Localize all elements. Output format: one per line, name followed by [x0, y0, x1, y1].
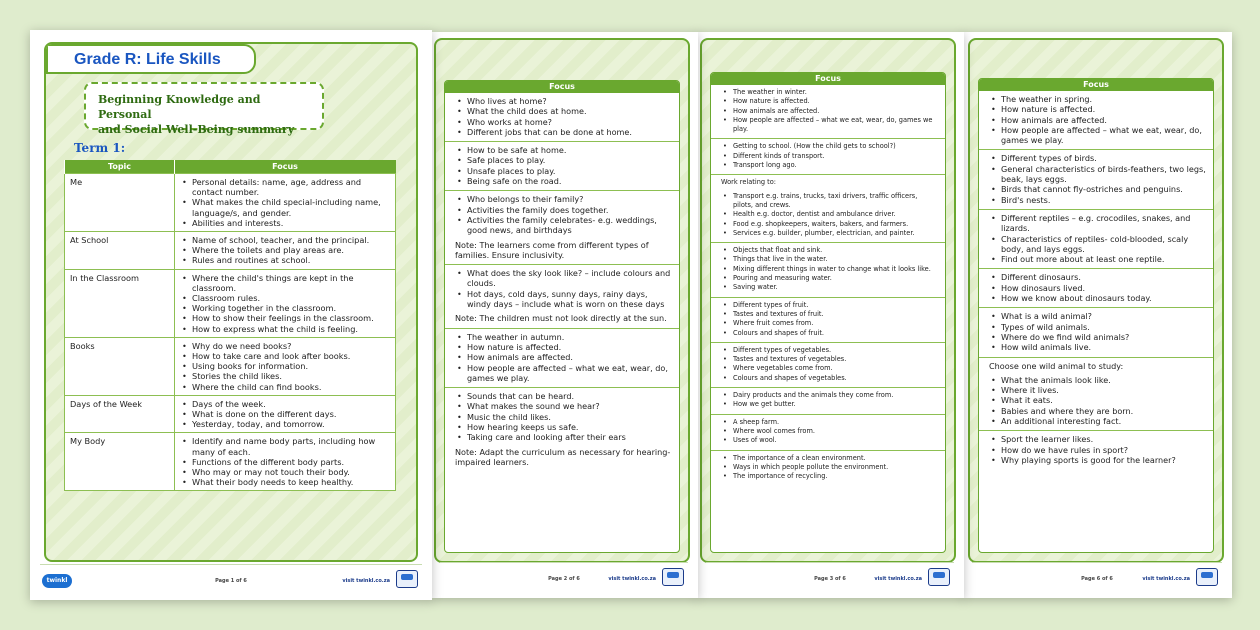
focus-cell — [175, 395, 396, 433]
focus-list — [180, 341, 391, 392]
focus-list — [455, 96, 673, 137]
focus-list — [180, 273, 391, 334]
badge-icon — [662, 568, 684, 586]
page-footer — [430, 562, 698, 598]
focus-section — [711, 298, 945, 343]
focus-section — [711, 343, 945, 388]
list-item: • How people are affected – what we eat, wear, do, games we play. — [721, 116, 939, 135]
section-note: Note: The learners come from different types of families. Ensure inclusivity. — [455, 239, 649, 260]
focus-header: Focus — [711, 73, 945, 85]
page-1-frame — [44, 42, 418, 562]
page-4-frame — [968, 38, 1224, 563]
focus-list — [721, 391, 939, 410]
list-item: • Activities the family celebrates- e.g. weddings, good news, and birthdays — [455, 215, 673, 236]
list-item: • Stories the child likes. — [180, 371, 391, 381]
list-item: • Objects that float and sink. — [721, 246, 939, 255]
focus-list — [721, 454, 939, 482]
topic-cell: Books — [65, 337, 175, 395]
list-item: • The weather in spring. — [989, 94, 1207, 104]
list-item: • Tastes and textures of fruit. — [721, 310, 939, 319]
focus-cell — [175, 232, 396, 270]
footer-url[interactable]: visit twinkl.co.za — [1142, 576, 1190, 582]
list-item: • Mixing different things in water to change what it looks like. — [721, 265, 939, 274]
list-item: • Sounds that can be heard. — [455, 391, 673, 401]
list-item: • How animals are affected. — [989, 115, 1207, 125]
list-item: • How to express what the child is feeling. — [180, 324, 391, 334]
list-item: • Where the child's things are kept in the classroom. — [180, 273, 391, 293]
focus-list — [180, 399, 391, 430]
focus-list — [180, 436, 391, 487]
focus-cell — [175, 337, 396, 395]
focus-list — [989, 311, 1207, 352]
focus-header: Focus — [979, 79, 1213, 91]
list-item: • Who belongs to their family? — [455, 194, 673, 204]
page-3 — [696, 32, 964, 598]
focus-list — [721, 88, 939, 134]
focus-section — [979, 358, 1213, 432]
subtitle-line-2: and Social Well-Being summary — [98, 123, 295, 136]
table-row — [65, 269, 396, 337]
focus-section — [711, 139, 945, 175]
topic-cell: At School — [65, 232, 175, 270]
page-subtitle — [84, 82, 324, 136]
list-item: • General characteristics of birds-feathers, two legs, beak, lays eggs. — [989, 164, 1207, 185]
section-note: Note: The children must not look directly at the sun. — [455, 313, 667, 324]
focus-card — [978, 78, 1214, 553]
focus-section — [711, 415, 945, 451]
focus-list — [989, 153, 1207, 204]
topic-cell: In the Classroom — [65, 269, 175, 337]
focus-list — [455, 332, 673, 383]
focus-list — [989, 213, 1207, 264]
list-item: • Saving water. — [721, 283, 939, 292]
topic-cell: Days of the Week — [65, 395, 175, 433]
focus-header: Focus — [445, 81, 679, 93]
list-item: • Services e.g. builder, plumber, electrician, and painter. — [721, 229, 939, 238]
focus-section — [979, 91, 1213, 150]
list-item: • An additional interesting fact. — [989, 416, 1207, 426]
list-item: • Different reptiles – e.g. crocodiles, snakes, and lizards. — [989, 213, 1207, 234]
section-intro: Work relating to: — [721, 178, 777, 187]
topics-table — [64, 160, 396, 491]
column-header-topic: Topic — [65, 161, 175, 174]
list-item: • Why do we need books? — [180, 341, 391, 351]
column-header-focus: Focus — [175, 161, 396, 174]
list-item: • What it eats. — [989, 395, 1207, 405]
focus-list — [455, 268, 673, 309]
focus-section — [711, 85, 945, 139]
focus-section — [979, 150, 1213, 209]
list-item: • How animals are affected. — [455, 352, 673, 362]
focus-card — [444, 80, 680, 553]
list-item: • Safe places to play. — [455, 155, 673, 165]
page-number: Page 2 of 6 — [548, 576, 580, 582]
list-item: • How we get butter. — [721, 400, 939, 409]
focus-list — [455, 391, 673, 442]
list-item: • Who lives at home? — [455, 96, 673, 106]
footer-url[interactable]: visit twinkl.co.za — [342, 578, 390, 584]
list-item: • What the animals look like. — [989, 375, 1207, 385]
list-item: • Identify and name body parts, including how many of each. — [180, 436, 391, 456]
list-item: • How nature is affected. — [989, 104, 1207, 114]
list-item: • Types of wild animals. — [989, 322, 1207, 332]
page-title: Grade R: Life Skills — [46, 44, 256, 74]
topic-cell: My Body — [65, 433, 175, 491]
focus-section — [445, 142, 679, 191]
section-intro: Choose one wild animal to study: — [989, 360, 1124, 371]
focus-list — [721, 246, 939, 292]
list-item: • The importance of recycling. — [721, 472, 939, 481]
focus-section — [711, 388, 945, 415]
list-item: • How to show their feelings in the classroom. — [180, 313, 391, 323]
list-item: • Different types of birds. — [989, 153, 1207, 163]
list-item: • Where it lives. — [989, 385, 1207, 395]
page-number: Page 6 of 6 — [1081, 576, 1113, 582]
list-item: • Different jobs that can be done at home. — [455, 127, 673, 137]
topic-cell: Me — [65, 174, 175, 232]
list-item: • Music the child likes. — [455, 412, 673, 422]
list-item: • What their body needs to keep healthy. — [180, 477, 391, 487]
focus-list — [989, 375, 1207, 426]
list-item: • Rules and routines at school. — [180, 255, 391, 265]
page-footer — [962, 562, 1232, 598]
list-item: • Different types of fruit. — [721, 301, 939, 310]
page-number: Page 3 of 6 — [814, 576, 846, 582]
list-item: • The importance of a clean environment. — [721, 454, 939, 463]
focus-section — [979, 210, 1213, 269]
focus-cell — [175, 174, 396, 232]
list-item: • Where fruit comes from. — [721, 319, 939, 328]
list-item: • What the child does at home. — [455, 106, 673, 116]
list-item: • Babies and where they are born. — [989, 406, 1207, 416]
focus-section — [445, 191, 679, 265]
list-item: • Days of the week. — [180, 399, 391, 409]
list-item: • Ways in which people pollute the environment. — [721, 463, 939, 472]
focus-section — [979, 308, 1213, 357]
list-item: • Getting to school. (How the child gets to school?) — [721, 142, 939, 151]
list-item: • Where vegetables come from. — [721, 364, 939, 373]
page-2-frame — [434, 38, 690, 563]
list-item: • Sport the learner likes. — [989, 434, 1207, 444]
list-item: • The weather in autumn. — [455, 332, 673, 342]
focus-section — [711, 451, 945, 486]
table-row — [65, 433, 396, 491]
list-item: • How hearing keeps us safe. — [455, 422, 673, 432]
focus-list — [989, 272, 1207, 303]
list-item: • Uses of wool. — [721, 436, 939, 445]
focus-card — [710, 72, 946, 553]
badge-icon — [1196, 568, 1218, 586]
list-item: • Bird's nests. — [989, 195, 1207, 205]
page-4 — [962, 32, 1232, 598]
list-item: • Functions of the different body parts. — [180, 457, 391, 467]
page-3-frame — [700, 38, 956, 563]
page-footer — [30, 564, 432, 600]
list-item: • Activities the family does together. — [455, 205, 673, 215]
focus-list — [721, 192, 939, 238]
list-item: • How people are affected – what we eat, wear, do, games we play. — [455, 363, 673, 384]
list-item: • Where the toilets and play areas are. — [180, 245, 391, 255]
focus-list — [455, 194, 673, 235]
subtitle-line-1: Beginning Knowledge and Personal — [98, 93, 261, 121]
focus-list — [721, 346, 939, 383]
focus-list — [989, 94, 1207, 145]
list-item: • Colours and shapes of vegetables. — [721, 374, 939, 383]
focus-list — [721, 418, 939, 446]
list-item: • How dinosaurs lived. — [989, 283, 1207, 293]
page-2 — [430, 32, 698, 598]
focus-list — [989, 434, 1207, 465]
list-item: • Where the child can find books. — [180, 382, 391, 392]
list-item: • Abilities and interests. — [180, 218, 391, 228]
list-item: • Find out more about at least one reptile. — [989, 254, 1207, 264]
table-row — [65, 395, 396, 433]
list-item: • What is a wild animal? — [989, 311, 1207, 321]
list-item: • Hot days, cold days, sunny days, rainy days, windy days – include what is worn on these days — [455, 289, 673, 310]
list-item: • Different types of vegetables. — [721, 346, 939, 355]
list-item: • How people are affected – what we eat, wear, do, games we play. — [989, 125, 1207, 146]
list-item: • Pouring and measuring water. — [721, 274, 939, 283]
list-item: • How animals are affected. — [721, 107, 939, 116]
list-item: • Working together in the classroom. — [180, 303, 391, 313]
focus-list — [721, 142, 939, 170]
list-item: • How to be safe at home. — [455, 145, 673, 155]
list-item: • What is done on the different days. — [180, 409, 391, 419]
section-note: Note: Adapt the curriculum as necessary for hearing-impaired learners. — [455, 446, 671, 467]
list-item: • The weather in winter. — [721, 88, 939, 97]
list-item: • Colours and shapes of fruit. — [721, 329, 939, 338]
list-item: • Personal details: name, age, address and contact number. — [180, 177, 391, 197]
list-item: • Food e.g. shopkeepers, waiters, bakers, and farmers. — [721, 220, 939, 229]
page-number: Page 1 of 6 — [215, 578, 247, 584]
list-item: • Transport e.g. trains, trucks, taxi drivers, traffic officers, pilots, and crews. — [721, 192, 939, 211]
list-item: • Things that live in the water. — [721, 255, 939, 264]
focus-section — [445, 265, 679, 328]
list-item: • Where wool comes from. — [721, 427, 939, 436]
list-item: • Taking care and looking after their ears — [455, 432, 673, 442]
badge-icon — [396, 570, 418, 588]
focus-cell — [175, 433, 396, 491]
focus-list — [180, 177, 391, 228]
list-item: • How wild animals live. — [989, 342, 1207, 352]
list-item: • Who works at home? — [455, 117, 673, 127]
badge-icon — [928, 568, 950, 586]
list-item: • Classroom rules. — [180, 293, 391, 303]
page-1 — [30, 30, 432, 600]
list-item: • Unsafe places to play. — [455, 166, 673, 176]
focus-cell — [175, 269, 396, 337]
focus-section — [445, 329, 679, 388]
focus-section — [445, 388, 679, 471]
list-item: • Using books for information. — [180, 361, 391, 371]
footer-url[interactable]: visit twinkl.co.za — [608, 576, 656, 582]
focus-section — [711, 175, 945, 243]
focus-list — [721, 301, 939, 338]
list-item: • What makes the sound we hear? — [455, 401, 673, 411]
list-item: • Different dinosaurs. — [989, 272, 1207, 282]
list-item: • Why playing sports is good for the learner? — [989, 455, 1207, 465]
list-item: • What does the sky look like? – include colours and clouds. — [455, 268, 673, 289]
focus-section — [979, 269, 1213, 308]
list-item: • Birds that cannot fly-ostriches and penguins. — [989, 184, 1207, 194]
focus-section — [711, 243, 945, 297]
list-item: • How nature is affected. — [455, 342, 673, 352]
list-item: • Transport long ago. — [721, 161, 939, 170]
list-item: • Tastes and textures of vegetables. — [721, 355, 939, 364]
list-item: • Name of school, teacher, and the principal. — [180, 235, 391, 245]
list-item: • A sheep farm. — [721, 418, 939, 427]
focus-list — [455, 145, 673, 186]
list-item: • How we know about dinosaurs today. — [989, 293, 1207, 303]
page-footer — [696, 562, 964, 598]
list-item: • Yesterday, today, and tomorrow. — [180, 419, 391, 429]
table-row — [65, 174, 396, 232]
term-heading: Term 1: — [74, 141, 126, 155]
focus-section — [445, 93, 679, 142]
list-item: • How do we have rules in sport? — [989, 445, 1207, 455]
footer-url[interactable]: visit twinkl.co.za — [874, 576, 922, 582]
list-item: • Who may or may not touch their body. — [180, 467, 391, 477]
list-item: • How to take care and look after books. — [180, 351, 391, 361]
list-item: • What makes the child special-including name, language/s, and gender. — [180, 197, 391, 217]
list-item: • Health e.g. doctor, dentist and ambulance driver. — [721, 210, 939, 219]
list-item: • Where do we find wild animals? — [989, 332, 1207, 342]
focus-list — [180, 235, 391, 266]
twinkl-logo: twinkl — [42, 574, 72, 588]
list-item: • Being safe on the road. — [455, 176, 673, 186]
table-row — [65, 232, 396, 270]
list-item: • Dairy products and the animals they come from. — [721, 391, 939, 400]
focus-section — [979, 431, 1213, 469]
list-item: • Different kinds of transport. — [721, 152, 939, 161]
list-item: • Characteristics of reptiles- cold-blooded, scaly body, and lays eggs. — [989, 234, 1207, 255]
table-row — [65, 337, 396, 395]
list-item: • How nature is affected. — [721, 97, 939, 106]
